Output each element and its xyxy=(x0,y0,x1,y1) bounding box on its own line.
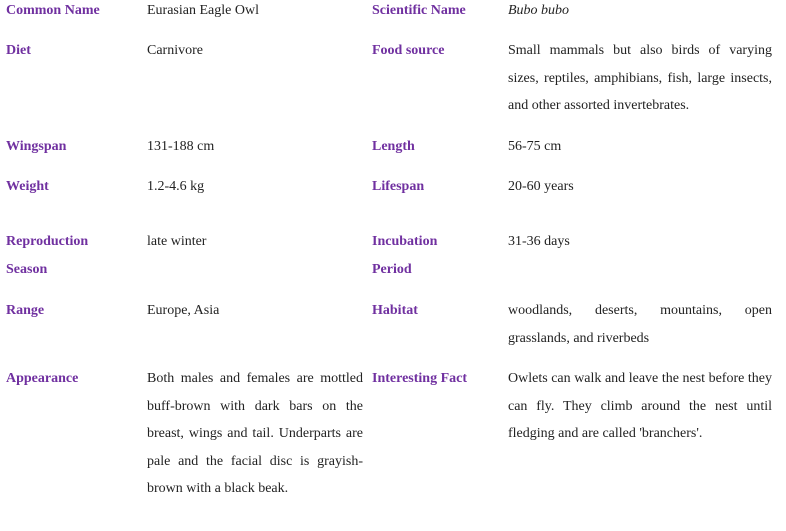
food-source-value: Small mammals but also birds of varying sizes, reptiles, amphibians, fish, large insects, and other assorted invertebrates. xyxy=(508,43,772,113)
range-value: Europe, Asia xyxy=(147,303,220,318)
appearance-value: Both males and females are mottled buff-brown with dark bars on the breast, wings and tail. Underparts are pale and the facial disc is grayish-brown with a black beak. xyxy=(147,371,363,496)
weight-value: 1.2-4.6 kg xyxy=(147,179,205,194)
weight-label: Weight xyxy=(6,179,49,194)
food-source-label: Food source xyxy=(372,43,445,58)
appearance-label: Appearance xyxy=(6,371,79,386)
length-value: 56-75 cm xyxy=(508,139,562,154)
diet-value: Carnivore xyxy=(147,43,203,58)
length-label: Length xyxy=(372,139,415,154)
reproduction-season-value: late winter xyxy=(147,234,207,249)
incubation-period-label: Incubation Period xyxy=(372,234,438,277)
common-name-label: Common Name xyxy=(6,3,100,18)
wingspan-label: Wingspan xyxy=(6,139,67,154)
diet-label: Diet xyxy=(6,43,31,58)
interesting-fact-label: Interesting Fact xyxy=(372,371,467,386)
common-name-value: Eurasian Eagle Owl xyxy=(147,3,259,18)
wingspan-value: 131-188 cm xyxy=(147,139,215,154)
incubation-period-value: 31-36 days xyxy=(508,234,570,249)
habitat-value: woodlands, deserts, mountains, open grasslands, and riverbeds xyxy=(508,303,772,346)
scientific-name-label: Scientific Name xyxy=(372,3,466,18)
scientific-name-value: Bubo bubo xyxy=(508,3,570,18)
reproduction-season-label: Reproduction Season xyxy=(6,234,89,277)
interesting-fact-value: Owlets can walk and leave the nest before they can fly. They climb around the nest until fledging and are called 'branchers'. xyxy=(508,371,772,441)
range-label: Range xyxy=(6,303,45,318)
lifespan-value: 20-60 years xyxy=(508,179,574,194)
lifespan-label: Lifespan xyxy=(372,179,425,194)
habitat-label: Habitat xyxy=(372,303,418,318)
